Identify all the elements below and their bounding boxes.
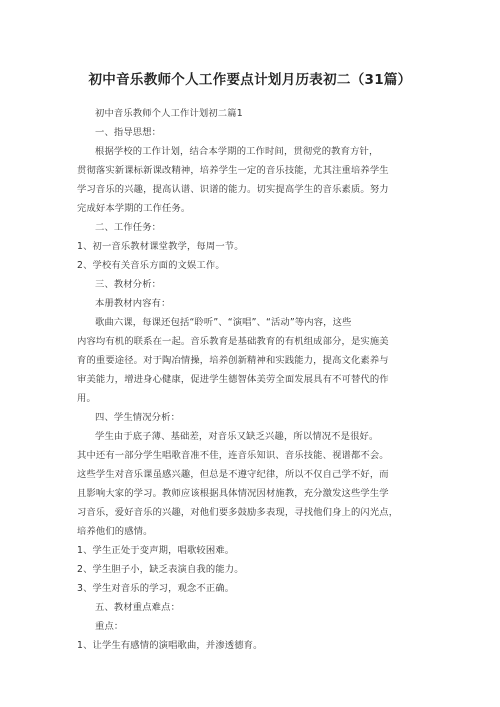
paragraph-line: 习音乐，爱好音乐的兴趣，对他们要多鼓励多表现，寻找他们身上的闪光点， (77, 507, 399, 518)
section-subtitle: 初中音乐教师个人工作计划初二篇1 (95, 108, 243, 119)
paragraph-line: 本册教材内容有： (95, 298, 171, 309)
paragraph-line: 其中还有一部分学生唱歌音准不佳，连音乐知识、音乐技能、视谱都不会。 (77, 450, 389, 461)
paragraph-line: 学生由于底子薄、基础差，对音乐又缺乏兴趣，所以情况不是很好。 (95, 431, 379, 442)
paragraph-line: 贯彻落实新课标新课改精神，培养学生一定的音乐技能，尤其注重培养学生 (77, 165, 389, 176)
list-item: 2、学生胆子小，缺乏表演自我的能力。 (77, 564, 244, 575)
paragraph-line: 用。 (77, 393, 96, 404)
heading-work-tasks: 二、工作任务： (95, 222, 162, 233)
document-title: 初中音乐教师个人工作要点计划月历表初二（31篇） (88, 72, 412, 88)
paragraph-line: 培养他们的感情。 (77, 526, 153, 537)
heading-textbook-analysis: 三、教材分析： (95, 279, 162, 290)
paragraph-line: 学习音乐的兴趣，提高认谱、识谱的能力。切实提高学生的音乐素质。努力 (77, 184, 389, 195)
heading-student-analysis: 四、学生情况分析： (95, 412, 181, 423)
heading-guiding-ideology: 一、指导思想： (95, 127, 162, 138)
list-item: 1、让学生有感情的演唱歌曲，并渗透德育。 (77, 640, 263, 651)
paragraph-line: 内容均有机的联系在一起。音乐教育是基础教育的有机组成部分，是实施美 (77, 336, 389, 347)
paragraph-line: 完成好本学期的工作任务。 (77, 203, 191, 214)
paragraph-line: 审美能力，增进身心健康，促进学生德智体美劳全面发展具有不可替代的作 (77, 374, 389, 385)
list-item: 1、学生正处于变声期，唱歌较困难。 (77, 545, 235, 556)
heading-key-points: 五、教材重点难点： (95, 602, 181, 613)
paragraph-line: 歌曲六课，每课还包括“聆听”、“演唱”、“活动”等内容，这些 (95, 317, 352, 328)
paragraph-line: 且影响大家的学习。教师应该根据具体情况因材施教，充分激发这些学生学 (77, 488, 389, 499)
paragraph-line: 根据学校的工作计划，结合本学期的工作时间，贯彻党的教育方针， (95, 146, 379, 157)
paragraph-line: 这些学生对音乐课虽感兴趣，但总是不遵守纪律，所以不仅自己学不好，而 (77, 469, 389, 480)
list-item: 3、学生对音乐的学习，观念不正确。 (77, 583, 235, 594)
list-item: 2、学校有关音乐方面的文娱工作。 (77, 260, 225, 271)
list-item: 1、初一音乐教材课堂教学，每周一节。 (77, 241, 244, 252)
paragraph-line: 重点： (95, 621, 124, 632)
paragraph-line: 育的重要途径。对于陶冶情操，培养创新精神和实践能力，提高文化素养与 (77, 355, 389, 366)
